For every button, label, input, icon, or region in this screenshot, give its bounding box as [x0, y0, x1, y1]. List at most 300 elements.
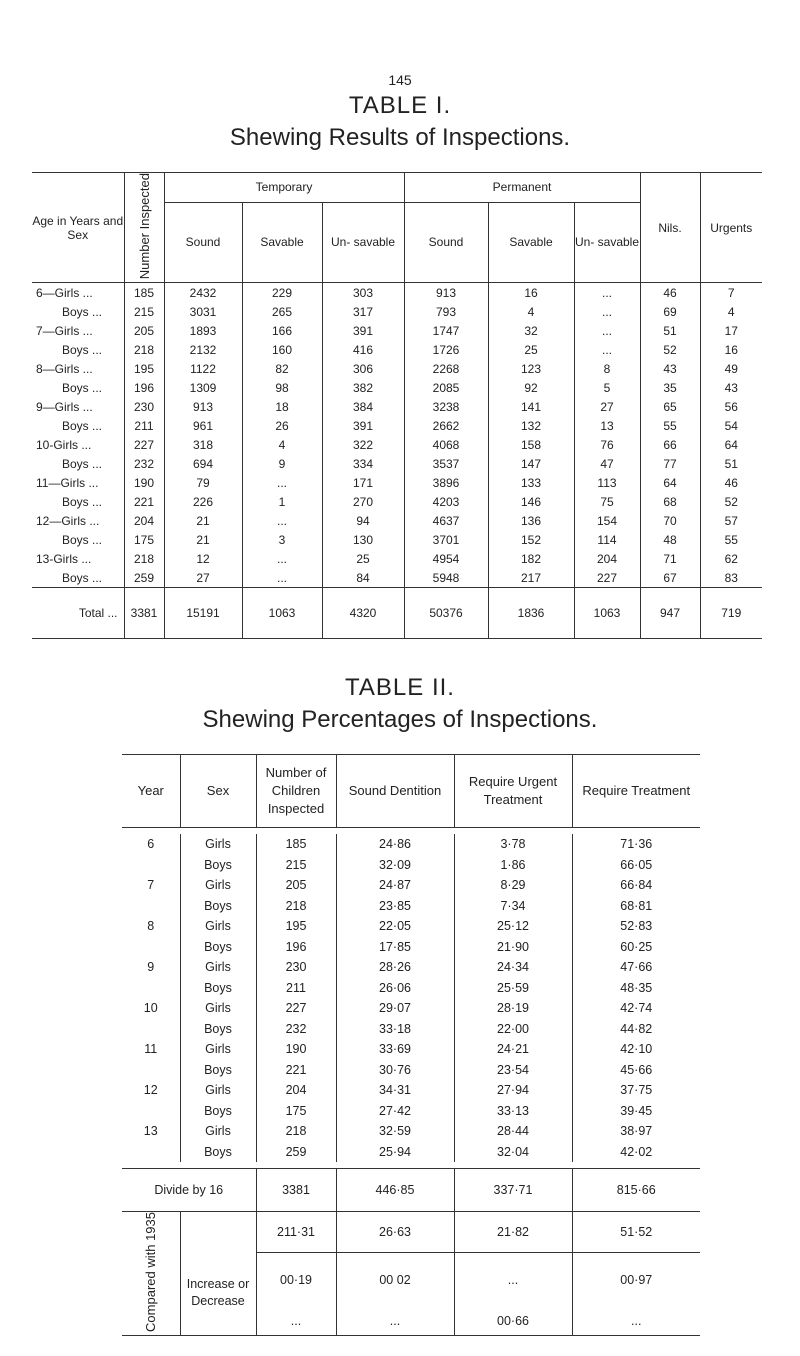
sex-cell: Girls: [180, 1080, 256, 1101]
table-cell: 26: [242, 416, 322, 435]
table-cell: 92: [488, 378, 574, 397]
year-cell: 8: [147, 919, 155, 934]
table-cell: 230: [256, 957, 336, 978]
table-row: [32, 416, 762, 435]
table-cell: 24·34: [454, 957, 572, 978]
table-cell: 18: [242, 397, 322, 416]
divide-cell: 815·66: [572, 1169, 700, 1212]
compared-cell: ...: [256, 1307, 336, 1336]
header-urgent-treatment: Require Urgent Treatment: [454, 755, 572, 828]
table-cell: 5: [574, 378, 640, 397]
table-cell: 391: [322, 321, 404, 340]
table-cell: 218: [124, 340, 164, 359]
year-cell: 9: [147, 960, 155, 975]
table-row: [32, 359, 762, 378]
table-cell: ...: [242, 511, 322, 530]
sex-cell: Girls: [180, 1039, 256, 1060]
table-row: [122, 875, 700, 896]
table-row: [122, 896, 700, 917]
table-row: [122, 937, 700, 958]
table-row: [32, 302, 762, 321]
table-cell: 913: [404, 283, 488, 303]
table-cell: 211: [256, 978, 336, 999]
table-cell: 17: [700, 321, 762, 340]
table-cell: 259: [256, 1142, 336, 1163]
table-cell: 33·13: [454, 1101, 572, 1122]
sex-cell: Boys: [180, 855, 256, 876]
table-cell: 205: [124, 321, 164, 340]
table-cell: 25: [322, 549, 404, 568]
table-cell: 391: [322, 416, 404, 435]
row-label: 10-Girls ...: [36, 437, 92, 452]
table2-subtitle: Shewing Percentages of Inspections.: [202, 706, 598, 733]
table-row: [32, 435, 762, 454]
header-perm-sound: Sound: [404, 202, 488, 283]
row-label: 6—Girls ...: [36, 285, 93, 300]
header-urgents: Urgents: [700, 173, 762, 283]
table-cell: 32·04: [454, 1142, 572, 1163]
header-sound-dentition: Sound Dentition: [336, 755, 454, 828]
table-cell: 190: [124, 473, 164, 492]
header-temporary: Temporary: [164, 173, 404, 203]
table-row: [122, 834, 700, 855]
compared-cell: ...: [572, 1307, 700, 1336]
table-cell: 182: [488, 549, 574, 568]
year-cell: [122, 978, 180, 999]
table-cell: 30·76: [336, 1060, 454, 1081]
table-row: [32, 397, 762, 416]
table-cell: 55: [700, 530, 762, 549]
table-cell: 303: [322, 283, 404, 303]
total-cell: 4320: [322, 588, 404, 639]
row-label: 12—Girls ...: [36, 513, 100, 528]
table-cell: 4954: [404, 549, 488, 568]
year-cell: [122, 1101, 180, 1122]
table-row: [32, 549, 762, 568]
table-cell: 2268: [404, 359, 488, 378]
table-cell: 4: [700, 302, 762, 321]
compared-row-1: [122, 1212, 700, 1253]
header-temp-unsavable: Un- savable: [322, 202, 404, 283]
compared-cell: 26·63: [336, 1212, 454, 1253]
table-cell: 215: [124, 302, 164, 321]
table-cell: 232: [124, 454, 164, 473]
table-cell: 76: [574, 435, 640, 454]
table-cell: 27·42: [336, 1101, 454, 1122]
table-cell: 190: [256, 1039, 336, 1060]
table-cell: 232: [256, 1019, 336, 1040]
table-cell: 3537: [404, 454, 488, 473]
sex-cell: Girls: [180, 916, 256, 937]
table-cell: 416: [322, 340, 404, 359]
sex-cell: Boys: [180, 937, 256, 958]
table-row: [122, 1121, 700, 1142]
table-row: [32, 340, 762, 359]
table-cell: 98: [242, 378, 322, 397]
table-cell: 16: [488, 283, 574, 303]
header-perm-unsavable: Un- savable: [574, 202, 640, 283]
table-cell: 175: [256, 1101, 336, 1122]
table-cell: 48: [640, 530, 700, 549]
row-label: Boys ...: [62, 570, 103, 585]
compared-cell: 51·52: [572, 1212, 700, 1253]
table-cell: 221: [124, 492, 164, 511]
year-cell: [122, 1019, 180, 1040]
compared-cell: 00·97: [572, 1252, 700, 1307]
compared-cell: 00 02: [336, 1252, 454, 1307]
row-label: 7—Girls ...: [36, 323, 93, 338]
table-cell: 52·83: [572, 916, 700, 937]
table-cell: 4: [488, 302, 574, 321]
table-cell: 217: [488, 568, 574, 588]
table-row: [122, 957, 700, 978]
table-cell: 82: [242, 359, 322, 378]
header-year: Year: [122, 755, 180, 828]
table-cell: ...: [574, 302, 640, 321]
header-sex: Sex: [180, 755, 256, 828]
table-cell: 22·00: [454, 1019, 572, 1040]
compared-cell: 21·82: [454, 1212, 572, 1253]
table-cell: 211: [124, 416, 164, 435]
table-cell: 69: [640, 302, 700, 321]
total-cell: 1063: [242, 588, 322, 639]
row-label: 13-Girls ...: [36, 551, 92, 566]
table-row: [32, 492, 762, 511]
header-permanent: Permanent: [404, 173, 640, 203]
table-cell: 3701: [404, 530, 488, 549]
table-cell: 38·97: [572, 1121, 700, 1142]
table-cell: 1309: [164, 378, 242, 397]
table-cell: 185: [256, 834, 336, 855]
sex-cell: Boys: [180, 1060, 256, 1081]
table-cell: 84: [322, 568, 404, 588]
table-cell: 71: [640, 549, 700, 568]
table-cell: 66·84: [572, 875, 700, 896]
table-row: [122, 1101, 700, 1122]
table-cell: 45·66: [572, 1060, 700, 1081]
table-cell: 64: [700, 435, 762, 454]
table-cell: 158: [488, 435, 574, 454]
table-cell: 259: [124, 568, 164, 588]
table-cell: 83: [700, 568, 762, 588]
table-cell: 56: [700, 397, 762, 416]
table-cell: 3238: [404, 397, 488, 416]
table-row: [32, 321, 762, 340]
table-cell: 43: [700, 378, 762, 397]
compared-cell: 00·66: [454, 1307, 572, 1336]
table-cell: 5948: [404, 568, 488, 588]
sex-cell: Girls: [180, 1121, 256, 1142]
table-cell: 23·85: [336, 896, 454, 917]
table-cell: 64: [640, 473, 700, 492]
total-cell: 947: [640, 588, 700, 639]
table-cell: 218: [124, 549, 164, 568]
total-cell: 719: [700, 588, 762, 639]
table-cell: 29·07: [336, 998, 454, 1019]
total-label: Total ...: [32, 588, 124, 639]
table-cell: 49: [700, 359, 762, 378]
table-cell: 4: [242, 435, 322, 454]
table-cell: 55: [640, 416, 700, 435]
table-cell: 25·59: [454, 978, 572, 999]
table-cell: 218: [256, 1121, 336, 1142]
table-cell: 21·90: [454, 937, 572, 958]
table-row: [122, 1039, 700, 1060]
year-cell: [122, 1142, 180, 1163]
table-cell: 3·78: [454, 834, 572, 855]
table-cell: 71·36: [572, 834, 700, 855]
row-label: 8—Girls ...: [36, 361, 93, 376]
table-cell: 24·86: [336, 834, 454, 855]
table-cell: 322: [322, 435, 404, 454]
table-cell: 27: [164, 568, 242, 588]
row-label: Boys ...: [62, 418, 103, 433]
table-cell: 334: [322, 454, 404, 473]
table-cell: 913: [164, 397, 242, 416]
header-nils: Nils.: [640, 173, 700, 283]
table-cell: 4637: [404, 511, 488, 530]
compared-label: Compared with 1935: [122, 1212, 180, 1336]
divide-cell: 446·85: [336, 1169, 454, 1212]
table-cell: 1747: [404, 321, 488, 340]
divide-row: [122, 1169, 700, 1212]
table-cell: 24·21: [454, 1039, 572, 1060]
table-cell: 218: [256, 896, 336, 917]
year-cell: 10: [143, 1001, 158, 1016]
table-cell: 133: [488, 473, 574, 492]
table-cell: 23·54: [454, 1060, 572, 1081]
increase-decrease-label: Increase or Decrease: [180, 1252, 256, 1335]
table-row: [122, 1060, 700, 1081]
table-cell: 229: [242, 283, 322, 303]
table-cell: 961: [164, 416, 242, 435]
table-cell: 132: [488, 416, 574, 435]
table-cell: 46: [640, 283, 700, 303]
table-cell: 694: [164, 454, 242, 473]
row-label: 9—Girls ...: [36, 399, 93, 414]
table-cell: 52: [640, 340, 700, 359]
table-cell: 3031: [164, 302, 242, 321]
table-cell: 2132: [164, 340, 242, 359]
table-row: [32, 454, 762, 473]
table-cell: 37·75: [572, 1080, 700, 1101]
table-cell: 204: [256, 1080, 336, 1101]
table-row: [32, 378, 762, 397]
table-cell: 2432: [164, 283, 242, 303]
table-cell: 141: [488, 397, 574, 416]
table-cell: 35: [640, 378, 700, 397]
table-cell: 32·59: [336, 1121, 454, 1142]
table-row: [122, 1142, 700, 1163]
table-cell: 196: [256, 937, 336, 958]
table-cell: 32·09: [336, 855, 454, 876]
compared-cell: 00·19: [256, 1252, 336, 1307]
table-cell: 62: [700, 549, 762, 568]
table-cell: 147: [488, 454, 574, 473]
table-cell: 136: [488, 511, 574, 530]
table-cell: 195: [256, 916, 336, 937]
table-cell: 382: [322, 378, 404, 397]
year-cell: [122, 855, 180, 876]
table-cell: 3: [242, 530, 322, 549]
year-cell: [122, 1060, 180, 1081]
table-cell: 215: [256, 855, 336, 876]
year-cell: 13: [143, 1124, 158, 1139]
header-age-sex: Age in Years and Sex: [32, 173, 124, 283]
header-temp-savable: Savable: [242, 202, 322, 283]
total-cell: 1836: [488, 588, 574, 639]
row-label: Boys ...: [62, 532, 103, 547]
sex-cell: Boys: [180, 1142, 256, 1163]
table-cell: 221: [256, 1060, 336, 1081]
table-cell: 42·10: [572, 1039, 700, 1060]
header-number-children: Number of Children Inspected: [256, 755, 336, 828]
table-cell: 94: [322, 511, 404, 530]
sex-cell: Boys: [180, 896, 256, 917]
table-cell: 8: [574, 359, 640, 378]
year-cell: 12: [143, 1083, 158, 1098]
sex-cell: Girls: [180, 998, 256, 1019]
table-cell: 7·34: [454, 896, 572, 917]
table-cell: 22·05: [336, 916, 454, 937]
table-cell: 79: [164, 473, 242, 492]
divide-cell: 337·71: [454, 1169, 572, 1212]
header-temp-sound: Sound: [164, 202, 242, 283]
table-cell: 60·25: [572, 937, 700, 958]
table-row: [122, 855, 700, 876]
table-cell: 75: [574, 492, 640, 511]
header-perm-savable: Savable: [488, 202, 574, 283]
table-cell: 9: [242, 454, 322, 473]
table-cell: 54: [700, 416, 762, 435]
table1-subtitle: Shewing Results of Inspections.: [229, 124, 571, 151]
row-label: Boys ...: [62, 342, 103, 357]
table-cell: ...: [574, 340, 640, 359]
total-row: [32, 588, 762, 639]
table-cell: 33·69: [336, 1039, 454, 1060]
table-cell: 25·12: [454, 916, 572, 937]
table-cell: 44·82: [572, 1019, 700, 1040]
table-cell: 33·18: [336, 1019, 454, 1040]
table-row: [122, 998, 700, 1019]
table-cell: 2085: [404, 378, 488, 397]
table-cell: ...: [574, 283, 640, 303]
table-row: [32, 511, 762, 530]
table-cell: 1: [242, 492, 322, 511]
table-cell: 42·02: [572, 1142, 700, 1163]
table-cell: 24·87: [336, 875, 454, 896]
table-cell: 113: [574, 473, 640, 492]
table-cell: ...: [574, 321, 640, 340]
table-cell: 227: [124, 435, 164, 454]
table-cell: 28·44: [454, 1121, 572, 1142]
total-cell: 1063: [574, 588, 640, 639]
table-cell: 21: [164, 511, 242, 530]
table-cell: 4068: [404, 435, 488, 454]
table-cell: 152: [488, 530, 574, 549]
table-row: [122, 978, 700, 999]
table-cell: 204: [574, 549, 640, 568]
table-cell: 47: [574, 454, 640, 473]
table-cell: 25·94: [336, 1142, 454, 1163]
table-cell: 306: [322, 359, 404, 378]
divide-label: Divide by 16: [122, 1169, 256, 1212]
table-cell: 171: [322, 473, 404, 492]
table-cell: 32: [488, 321, 574, 340]
table-cell: 160: [242, 340, 322, 359]
table-cell: 196: [124, 378, 164, 397]
table2-title: TABLE II.: [345, 674, 455, 701]
total-cell: 3381: [124, 588, 164, 639]
sex-cell: Girls: [180, 957, 256, 978]
table-cell: 2662: [404, 416, 488, 435]
table-cell: 1726: [404, 340, 488, 359]
table-cell: 51: [700, 454, 762, 473]
table-cell: 1122: [164, 359, 242, 378]
table-cell: 8·29: [454, 875, 572, 896]
table-cell: 67: [640, 568, 700, 588]
year-cell: 7: [147, 878, 155, 893]
compared-cell: ...: [336, 1307, 454, 1336]
table-row: [32, 473, 762, 492]
table-cell: 384: [322, 397, 404, 416]
total-cell: 50376: [404, 588, 488, 639]
table-row: [122, 1019, 700, 1040]
table-cell: 4203: [404, 492, 488, 511]
table-cell: 317: [322, 302, 404, 321]
header-require-treatment: Require Treatment: [572, 755, 700, 828]
table-cell: 16: [700, 340, 762, 359]
table-cell: 1893: [164, 321, 242, 340]
table-cell: 130: [322, 530, 404, 549]
divide-cell: 3381: [256, 1169, 336, 1212]
table-cell: 34·31: [336, 1080, 454, 1101]
table-cell: 66·05: [572, 855, 700, 876]
sex-cell: Boys: [180, 978, 256, 999]
table-cell: 7: [700, 283, 762, 303]
table-row: [32, 283, 762, 303]
year-cell: [122, 937, 180, 958]
table-cell: 265: [242, 302, 322, 321]
table-cell: 205: [256, 875, 336, 896]
table-cell: 3896: [404, 473, 488, 492]
table-cell: 185: [124, 283, 164, 303]
table-cell: 51: [640, 321, 700, 340]
table-cell: 39·45: [572, 1101, 700, 1122]
year-cell: 11: [144, 1042, 158, 1057]
table-cell: 204: [124, 511, 164, 530]
compared-cell: ...: [454, 1252, 572, 1307]
table-cell: 21: [164, 530, 242, 549]
table1-title: TABLE I.: [348, 92, 452, 119]
table-cell: 114: [574, 530, 640, 549]
results-table: [32, 172, 762, 639]
page-number: 145: [388, 72, 412, 88]
header-number-inspected: Number Inspected: [124, 173, 164, 283]
table-cell: 77: [640, 454, 700, 473]
table-cell: 154: [574, 511, 640, 530]
table-cell: 28·19: [454, 998, 572, 1019]
table-cell: ...: [242, 473, 322, 492]
percentages-table: [122, 754, 700, 1336]
table-cell: 42·74: [572, 998, 700, 1019]
table-cell: 26·06: [336, 978, 454, 999]
table-cell: 12: [164, 549, 242, 568]
table-cell: 123: [488, 359, 574, 378]
table-cell: 175: [124, 530, 164, 549]
table-cell: 227: [574, 568, 640, 588]
table-cell: 47·66: [572, 957, 700, 978]
